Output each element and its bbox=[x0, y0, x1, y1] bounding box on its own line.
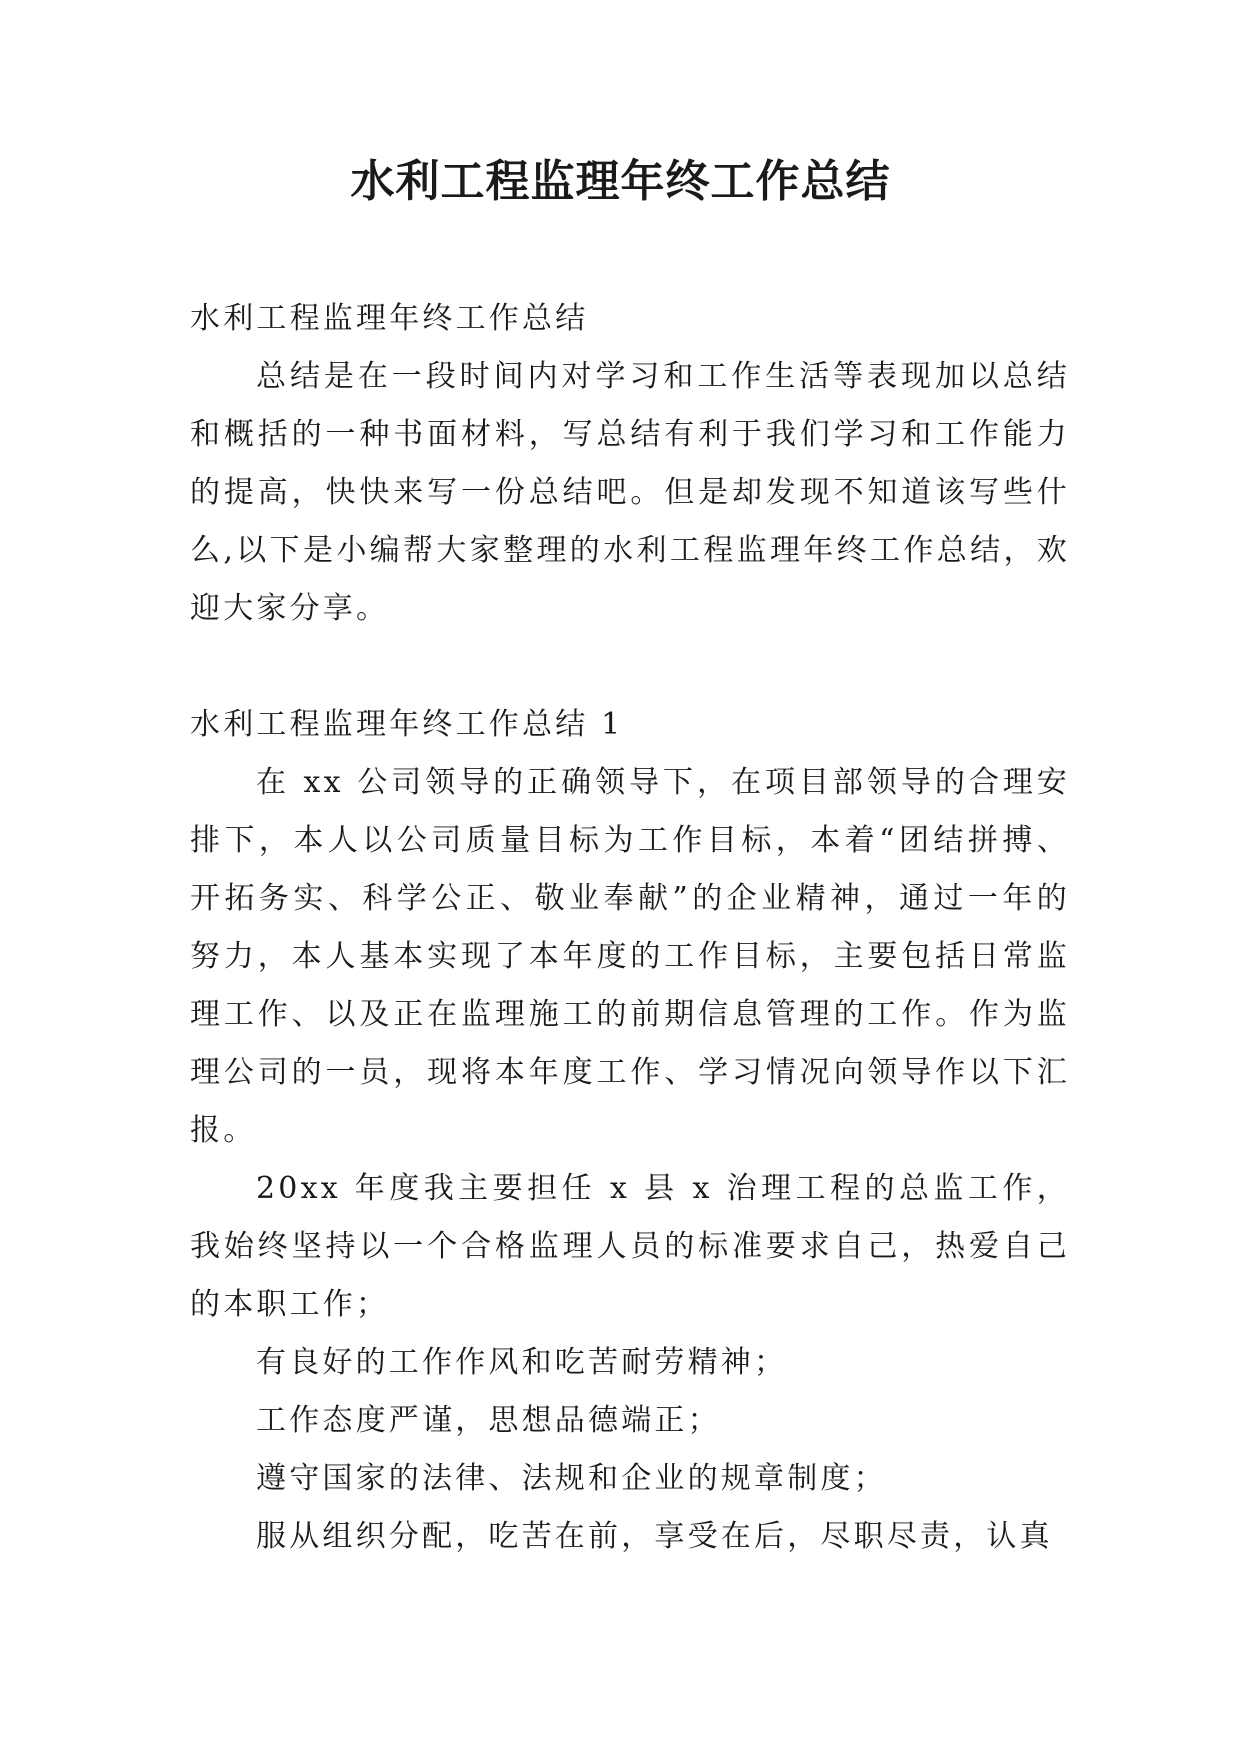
intro-paragraph: 总结是在一段时间内对学习和工作生活等表现加以总结和概括的一种书面材料，写总结有利于我们学习和工作能力的提高，快快来写一份总结吧。但是却发现不知道该写些什么,以下是小编帮大家整理的水利工程监理年终工作总结，欢迎大家分享。 bbox=[190, 359, 1070, 626]
body-paragraph: 工作态度严谨，思想品德端正； bbox=[256, 1403, 721, 1438]
body-paragraph: 服从组织分配，吃苦在前，享受在后，尽职尽责，认真 bbox=[256, 1519, 1053, 1554]
document-title: 水利工程监理年终工作总结 bbox=[350, 156, 891, 207]
body-paragraph: 遵守国家的法律、法规和企业的规章制度； bbox=[256, 1461, 887, 1496]
document-body bbox=[190, 290, 1070, 1566]
body-paragraph: 在 xx 公司领导的正确领导下，在项目部领导的合理安排下，本人以公司质量目标为工作目标，本着“团结拼搏、开拓务实、科学公正、敬业奉献”的企业精神，通过一年的努力，本人基本实现了本年度的工作目标，主要包括日常监理工作、以及正在监理施工的前期信息管理的工作。作为监理公司的一员，现将本年度工作、学习情况向领导作以下汇报。 bbox=[190, 765, 1070, 1148]
section-spacer bbox=[190, 638, 1070, 696]
intro-heading: 水利工程监理年终工作总结 bbox=[190, 301, 589, 336]
body-paragraph: 有良好的工作作风和吃苦耐劳精神； bbox=[256, 1345, 788, 1380]
section-heading: 水利工程监理年终工作总结 1 bbox=[190, 707, 624, 742]
body-paragraph: 20xx 年度我主要担任 x 县 x 治理工程的总监工作，我始终坚持以一个合格监理人员的标准要求自己，热爱自己的本职工作； bbox=[190, 1171, 1070, 1322]
